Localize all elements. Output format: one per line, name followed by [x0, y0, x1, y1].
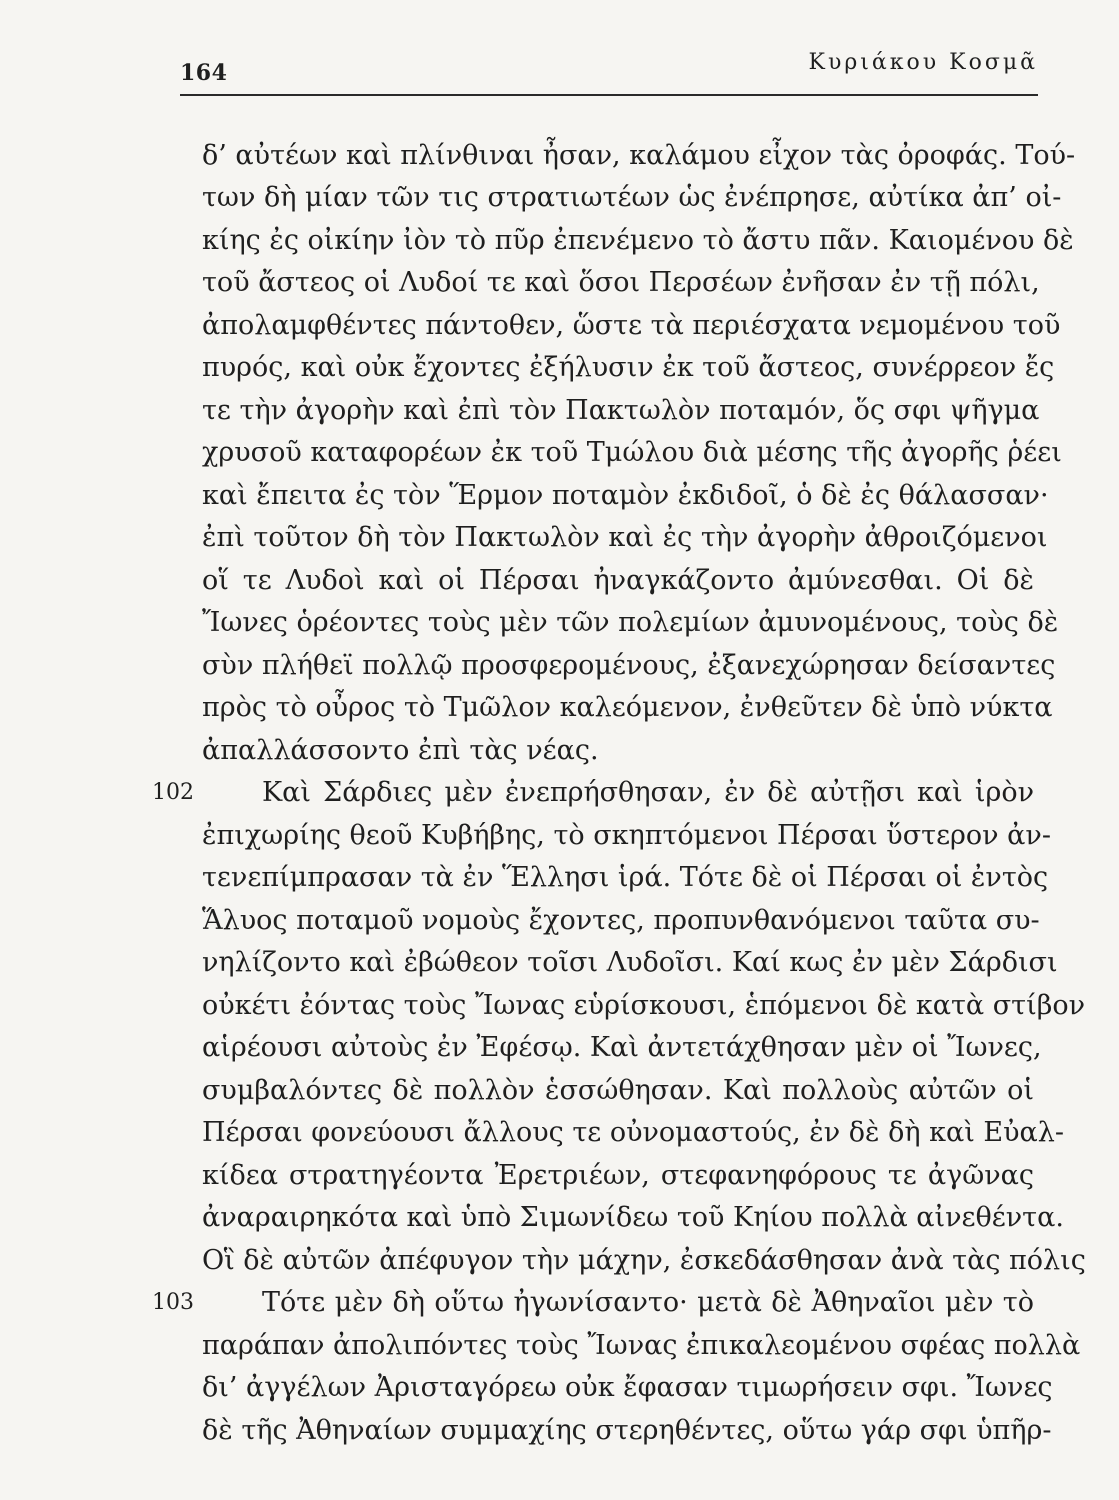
text-line: κίης ἐς οἰκίην ἰὸν τὸ πῦρ ἐπενέμενο τὸ ἄστυ πᾶν. Καιομένου δὲ: [202, 225, 1074, 256]
text-line: ἀπολαμφθέντες πάντοθεν, ὥστε τὰ περιέσχατα νεμομένου τοῦ: [202, 310, 1061, 341]
header-rule: [180, 94, 1038, 96]
text-line: κίδεα στρατηγέοντα Ἐρετριέων, στεφανηφόρους τε ἀγῶνας: [202, 1160, 1034, 1191]
text-line: συμβαλόντες δὲ πολλὸν ἑσσώθησαν. Καὶ πολλοὺς αὐτῶν οἱ: [202, 1075, 1034, 1106]
text-line: Καὶ Σάρδιες μὲν ἐνεπρήσθησαν, ἐν δὲ αὐτῇσι καὶ ἱρὸν: [262, 777, 1034, 808]
text-line: Τότε μὲν δὴ οὕτω ἠγωνίσαντο· μετὰ δὲ Ἀθηναῖοι μὲν τὸ: [262, 1287, 1034, 1318]
text-line: των δὴ μίαν τῶν τις στρατιωτέων ὡς ἐνέπρησε, αὐτίκα ἀπ’ οἰ-: [202, 182, 1062, 213]
section-number: 102: [152, 780, 194, 805]
text-line: Ἅλυος ποταμοῦ νομοὺς ἔχοντες, προπυνθανόμενοι ταῦτα συ-: [202, 905, 1040, 936]
text-line: δι’ ἀγγέλων Ἀρισταγόρεω οὐκ ἔφασαν τιμωρήσειν σφι. Ἴωνες: [202, 1372, 1053, 1403]
text-line: παράπαν ἀπολιπόντες τοὺς Ἴωνας ἐπικαλεομένου σφέας πολλὰ: [202, 1330, 1081, 1361]
text-line: ἀπαλλάσσοντο ἐπὶ τὰς νέας.: [202, 735, 599, 766]
text-line: σὺν πλήθεϊ πολλῷ προσφερομένους, ἐξανεχώρησαν δείσαντες: [202, 650, 1056, 681]
section-number: 103: [152, 1290, 194, 1315]
text-line: πρὸς τὸ οὖρος τὸ Τμῶλον καλεόμενον, ἐνθεῦτεν δὲ ὑπὸ νύκτα: [202, 692, 1053, 723]
text-line: Ἴωνες ὁρέοντες τοὺς μὲν τῶν πολεμίων ἀμυνομένους, τοὺς δὲ: [202, 607, 1059, 638]
text-line: πυρός, καὶ οὐκ ἔχοντες ἐξήλυσιν ἐκ τοῦ ἄστεος, συνέρρεον ἔς: [202, 352, 1055, 383]
text-line: οἵ τε Λυδοὶ καὶ οἱ Πέρσαι ἠναγκάζοντο ἀμύνεσθαι. Οἱ δὲ: [202, 565, 1034, 596]
text-line: οὐκέτι ἐόντας τοὺς Ἴωνας εὑρίσκουσι, ἑπόμενοι δὲ κατὰ στίβον: [202, 990, 1085, 1021]
text-line: αἱρέουσι αὐτοὺς ἐν Ἐφέσῳ. Καὶ ἀντετάχθησαν μὲν οἱ Ἴωνες,: [202, 1032, 1042, 1063]
text-line: καὶ ἔπειτα ἐς τὸν Ἕρμον ποταμὸν ἐκδιδοῖ, ὁ δὲ ἐς θάλασσαν·: [202, 480, 1049, 511]
text-line: δ’ αὐτέων καὶ πλίνθιναι ἦσαν, καλάμου εἶχον τὰς ὀροφάς. Τού-: [202, 140, 1076, 171]
page-header: [180, 48, 1038, 92]
text-line: ἐπιχωρίης θεοῦ Κυβήβης, τὸ σκηπτόμενοι Πέρσαι ὕστερον ἀν-: [202, 820, 1051, 851]
page-number: 164: [180, 60, 228, 86]
text-line: νηλίζοντο καὶ ἐβώθεον τοῖσι Λυδοῖσι. Καί κως ἐν μὲν Σάρδισι: [202, 947, 1058, 978]
text-line: χρυσοῦ καταφορέων ἐκ τοῦ Τμώλου διὰ μέσης τῆς ἀγορῆς ῥέει: [202, 437, 1062, 468]
text-line: ἀναραιρηκότα καὶ ὑπὸ Σιμωνίδεω τοῦ Κηίου πολλὰ αἰνεθέντα.: [202, 1202, 1064, 1233]
text-line: τοῦ ἄστεος οἱ Λυδοί τε καὶ ὅσοι Περσέων ἐνῆσαν ἐν τῇ πόλι,: [202, 267, 1040, 298]
text-line: Πέρσαι φονεύουσι ἄλλους τε οὐνομαστούς, ἐν δὲ δὴ καὶ Εὐαλ-: [202, 1117, 1064, 1148]
text-line: τενεπίμπρασαν τὰ ἐν Ἕλλησι ἱρά. Τότε δὲ οἱ Πέρσαι οἱ ἐντὸς: [202, 862, 1049, 893]
text-line: τε τὴν ἀγορὴν καὶ ἐπὶ τὸν Πακτωλὸν ποταμόν, ὅς σφι ψῆγμα: [202, 395, 1040, 426]
text-line: Οἳ δὲ αὐτῶν ἀπέφυγον τὴν μάχην, ἐσκεδάσθησαν ἀνὰ τὰς πόλις: [202, 1245, 1086, 1276]
text-line: δὲ τῆς Ἀθηναίων συμμαχίης στερηθέντες, οὕτω γάρ σφι ὑπῆρ-: [202, 1415, 1052, 1446]
running-head: Κυριάκου Κοσμᾶ: [808, 50, 1038, 75]
text-line: ἐπὶ τοῦτον δὴ τὸν Πακτωλὸν καὶ ἐς τὴν ἀγορὴν ἀθροιζόμενοι: [202, 522, 1048, 553]
